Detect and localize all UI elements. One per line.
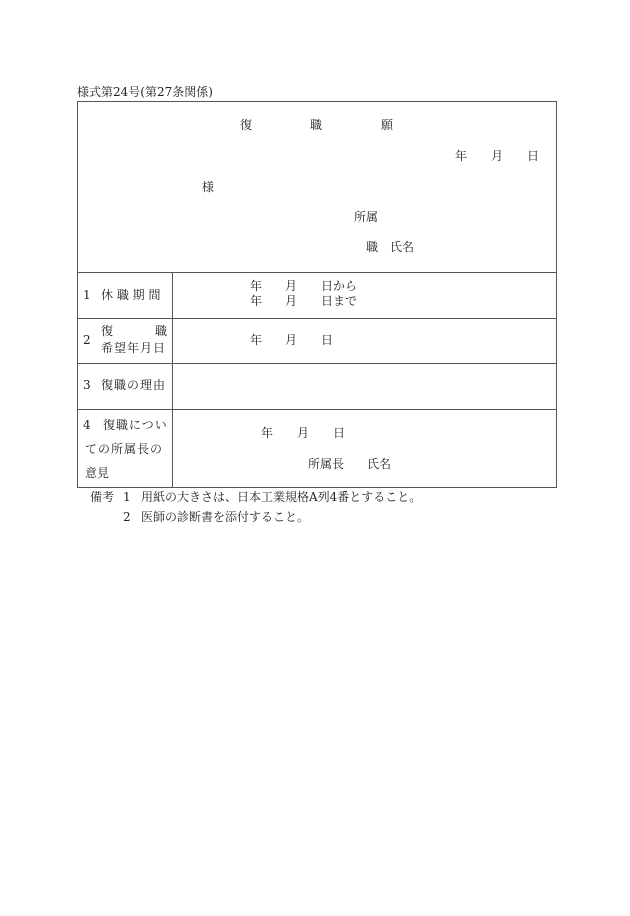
note-text: 医師の診断書を添付すること。 <box>141 510 310 524</box>
date-month: 月 <box>285 333 298 347</box>
divider <box>78 363 556 364</box>
from-month: 月 <box>285 279 298 293</box>
row-label: 職 <box>155 324 168 338</box>
divider <box>78 318 556 319</box>
row-number: 3 <box>83 378 91 392</box>
name-label: 氏名 <box>367 457 392 471</box>
name-label: 氏名 <box>390 240 415 254</box>
date-year: 年 <box>250 333 263 347</box>
addressee-suffix: 様 <box>202 180 215 194</box>
to-day: 日まで <box>321 294 358 308</box>
note-number: 2 <box>123 510 131 524</box>
divider <box>78 409 556 410</box>
note-number: 1 <box>123 490 131 504</box>
form-title-char: 願 <box>381 118 394 132</box>
row-label: 休 職 期 間 <box>101 288 161 302</box>
row-label: ての所属長の <box>85 442 164 456</box>
from-year: 年 <box>250 279 263 293</box>
date-month: 月 <box>491 149 504 163</box>
form-title-char: 復 <box>240 118 253 132</box>
row-label: 復職につい <box>103 418 168 432</box>
form-title-char: 職 <box>310 118 323 132</box>
date-day: 日 <box>527 149 540 163</box>
note-text: 用紙の大きさは、日本工業規格A列4番とすること。 <box>141 490 422 504</box>
column-divider <box>172 272 173 487</box>
row-label: 復職の理由 <box>101 378 167 392</box>
row-label: 希望年月日 <box>101 341 167 355</box>
row-number: 1 <box>83 288 91 302</box>
from-day: 日から <box>321 279 358 293</box>
date-month: 月 <box>297 426 310 440</box>
date-day: 日 <box>321 333 334 347</box>
date-year: 年 <box>455 149 468 163</box>
position-label: 職 <box>366 240 379 254</box>
affiliation-label: 所属 <box>354 210 379 224</box>
chief-label: 所属長 <box>308 457 345 471</box>
date-day: 日 <box>333 426 346 440</box>
row-number: 2 <box>83 333 91 347</box>
form-number: 様式第24号(第27条関係) <box>77 85 213 99</box>
notes-label: 備考 <box>90 490 115 504</box>
row-label: 意見 <box>85 466 110 480</box>
to-month: 月 <box>285 294 298 308</box>
to-year: 年 <box>250 294 263 308</box>
divider <box>78 272 556 273</box>
date-year: 年 <box>261 426 274 440</box>
row-label: 復 <box>101 324 114 338</box>
row-number: 4 <box>83 418 91 432</box>
